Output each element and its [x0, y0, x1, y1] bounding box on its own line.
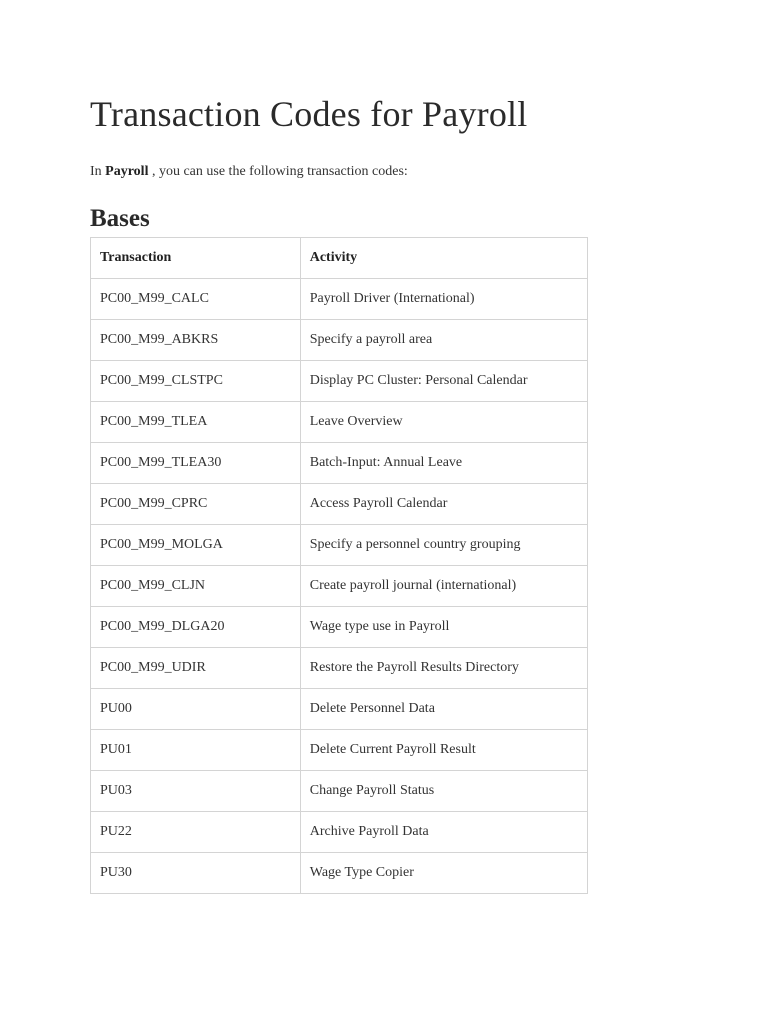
transaction-code-cell: PU03 — [91, 771, 301, 812]
activity-cell: Payroll Driver (International) — [300, 279, 587, 320]
table-body — [91, 279, 588, 894]
activity-cell: Wage Type Copier — [300, 853, 587, 894]
activity-cell: Delete Current Payroll Result — [300, 730, 587, 771]
activity-cell: Archive Payroll Data — [300, 812, 587, 853]
table-head — [91, 238, 588, 279]
transaction-code-cell: PC00_M99_UDIR — [91, 648, 301, 689]
transaction-code-cell: PC00_M99_CALC — [91, 279, 301, 320]
transaction-code-cell: PC00_M99_DLGA20 — [91, 607, 301, 648]
transaction-code-cell: PU00 — [91, 689, 301, 730]
table-row — [91, 648, 588, 689]
activity-cell: Specify a personnel country grouping — [300, 525, 587, 566]
table-header-row — [91, 238, 588, 279]
table-row — [91, 279, 588, 320]
transaction-code-cell: PU01 — [91, 730, 301, 771]
page-title: Transaction Codes for Payroll — [90, 94, 528, 134]
activity-cell: Specify a payroll area — [300, 320, 587, 361]
table-row — [91, 607, 588, 648]
intro-suffix: , you can use the following transaction codes: — [148, 164, 408, 179]
table-row — [91, 771, 588, 812]
table-row — [91, 566, 588, 607]
transaction-code-cell: PU30 — [91, 853, 301, 894]
activity-cell: Restore the Payroll Results Directory — [300, 648, 587, 689]
intro-paragraph — [90, 164, 408, 180]
intro-prefix: In — [90, 164, 106, 179]
transaction-code-cell: PC00_M99_TLEA30 — [91, 443, 301, 484]
activity-cell: Delete Personnel Data — [300, 689, 587, 730]
table-row — [91, 402, 588, 443]
transaction-code-cell: PC00_M99_MOLGA — [91, 525, 301, 566]
column-header-activity: Activity — [300, 238, 587, 279]
table-row — [91, 443, 588, 484]
section-heading: Bases — [90, 205, 150, 232]
table-row — [91, 853, 588, 894]
table-row — [91, 484, 588, 525]
table-row — [91, 361, 588, 402]
transaction-codes-table — [90, 237, 588, 894]
transaction-code-cell: PC00_M99_CLJN — [91, 566, 301, 607]
table-row — [91, 689, 588, 730]
table-row — [91, 730, 588, 771]
table-row — [91, 320, 588, 361]
table-row — [91, 525, 588, 566]
transaction-code-cell: PU22 — [91, 812, 301, 853]
transaction-code-cell: PC00_M99_TLEA — [91, 402, 301, 443]
activity-cell: Wage type use in Payroll — [300, 607, 587, 648]
activity-cell: Create payroll journal (international) — [300, 566, 587, 607]
activity-cell: Batch-Input: Annual Leave — [300, 443, 587, 484]
intro-bold-term: Payroll — [105, 164, 149, 179]
column-header-transaction: Transaction — [91, 238, 301, 279]
transaction-code-cell: PC00_M99_CPRC — [91, 484, 301, 525]
transaction-code-cell: PC00_M99_ABKRS — [91, 320, 301, 361]
table-row — [91, 812, 588, 853]
activity-cell: Leave Overview — [300, 402, 587, 443]
activity-cell: Display PC Cluster: Personal Calendar — [300, 361, 587, 402]
activity-cell: Access Payroll Calendar — [300, 484, 587, 525]
activity-cell: Change Payroll Status — [300, 771, 587, 812]
transaction-code-cell: PC00_M99_CLSTPC — [91, 361, 301, 402]
